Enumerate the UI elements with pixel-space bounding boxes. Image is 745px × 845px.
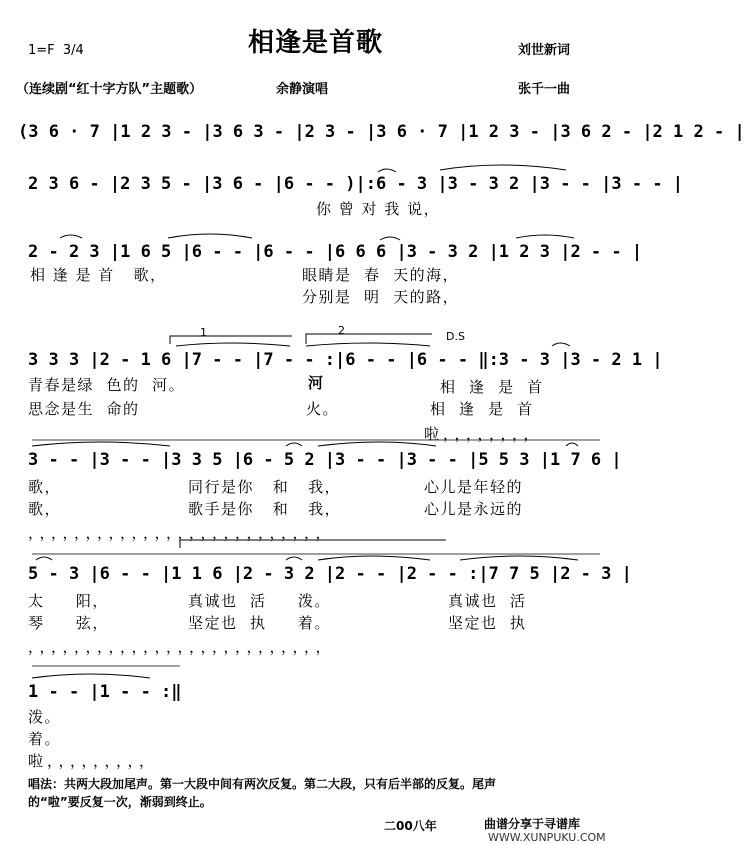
lyric-row-5-la: ，，，，，，，，，，，，，，，，，，，，，，，，，， xyxy=(28,524,335,542)
tie-row4-a xyxy=(176,343,290,346)
slur-row6-a xyxy=(36,557,52,560)
score-row-2: 2 3 6 - |2 3 5 - |3 6 - |6 - - )|:6 - 3 |3 - 3 2 |3 - - |3 - - | xyxy=(28,174,684,194)
performance-note-line1: 唱法：共两大段加尾声。第一大段中间有两次反复。第二大段，只有后半部的反复。尾声 xyxy=(28,777,497,791)
composer: 张千一曲 xyxy=(518,82,571,97)
volta-bracket-row6 xyxy=(180,540,446,548)
lyric-row-6-verse1a: 太 阳， xyxy=(28,592,109,610)
slur-row5-c xyxy=(566,443,578,446)
lyric-row-5-verse2a: 歌， xyxy=(28,500,62,518)
tie-row3-end xyxy=(516,235,574,238)
tie-row6-c xyxy=(460,556,578,560)
key-signature: 1=F 3/4 xyxy=(28,43,84,58)
score-row-4: 3 3 3 |2 - 1 6 |7 - - |7 - - :|6 - - |6 - - ‖:3 - 3 |3 - 2 1 | xyxy=(28,350,663,370)
date: 二00八年 xyxy=(384,819,437,833)
lyric-row-6-verse2a: 琴 弦， xyxy=(28,614,109,632)
slur-row2 xyxy=(378,169,396,172)
share-label: 曲谱分享于寻谱库 xyxy=(484,817,581,831)
lyric-row-7-verse2: 着。 xyxy=(28,730,62,748)
lyric-row-6-verse1b: 真诚也 活 泼。 xyxy=(188,592,331,610)
volta-2-label: 2 xyxy=(338,324,345,337)
lyric-row-4-verse1c: 相 逢 是 首 xyxy=(440,378,544,396)
lyric-row-5-verse1b: 同行是你 和 我， xyxy=(188,478,342,496)
slur-row4 xyxy=(552,343,570,346)
score-row-5: 3 - - |3 - - |3 3 5 |6 - 5 2 |3 - - |3 - - |5 5 3 |1 7 6 | xyxy=(28,450,622,470)
lyric-row-3-verse1: 相 逢 是 首 歌， xyxy=(30,266,167,284)
performance-note-line2: 的“啦”要反复一次，渐弱到终止。 xyxy=(28,795,212,809)
score-row-7: 1 - - |1 - - :‖ xyxy=(28,682,182,702)
volta-1-label: 1 xyxy=(200,326,207,339)
lyric-row-5-verse2c: 心儿是永远的 xyxy=(424,500,524,518)
slur-row3-a xyxy=(60,235,82,238)
lyric-row-4-verse2b: 火。 xyxy=(306,400,340,418)
tie-row7 xyxy=(32,674,150,678)
tie-row4-b xyxy=(306,343,430,346)
score-row-3: 2 - 2 3 |1 6 5 |6 - - |6 - - |6 6 6 |3 - 3 2 |1 2 3 |2 - - | xyxy=(28,242,643,262)
lyric-row-5-verse1c: 心儿是年轻的 xyxy=(424,478,524,496)
lyric-row-4-verse1a: 青春是绿 色的 河。 xyxy=(28,376,186,394)
lyric-row-7-la: 啦，，，，，，，，， xyxy=(28,752,159,770)
lyric-row-4-verse1b: 河 xyxy=(308,374,325,392)
tie-row3 xyxy=(168,234,252,238)
score-row-1: (3 6 · 7 |1 2 3 - |3 6 3 - |2 3 - |3 6 · 7 |1 2 3 - |3 6 2 - |2 1 2 - | xyxy=(18,122,745,142)
lyric-row-6-verse2c: 坚定也 执 xyxy=(448,614,527,632)
source-note: （连续剧“红十字方队”主题歌） xyxy=(16,82,203,97)
song-title: 相逢是首歌 xyxy=(247,28,383,58)
slur-row3-b xyxy=(380,237,400,240)
volta-bracket-2 xyxy=(306,334,432,344)
lyric-row-5-verse2b: 歌手是你 和 我， xyxy=(188,500,342,518)
slur-row6-b xyxy=(286,557,302,560)
tie-row2 xyxy=(440,165,566,170)
lyric-row-5-verse1a: 歌， xyxy=(28,478,62,496)
slur-row5 xyxy=(286,443,302,446)
lyric-row-6-verse1c: 真诚也 活 xyxy=(448,592,527,610)
lyric-row-4-la: 啦，，，，，，，， xyxy=(424,425,543,443)
lyric-row-4-verse2c: 相 逢 是 首 xyxy=(430,400,534,418)
tie-row5-b xyxy=(318,442,436,446)
score-row-6: 5 - 3 |6 - - |1 1 6 |2 - 3 2 |2 - - |2 - - :|7 7 5 |2 - 3 | xyxy=(28,564,632,584)
lyric-row-3-verse2b: 分别是 明 天的路， xyxy=(302,288,460,306)
tie-row5-a xyxy=(32,442,170,446)
singer: 余静演唱 xyxy=(276,82,329,97)
lyric-row-6-la: ，，，，，，，，，，，，，，，，，，，，，，，，，， xyxy=(28,638,335,656)
lyric-row-2: 你 曾 对 我 说， xyxy=(316,200,441,218)
lyricist: 刘世新词 xyxy=(518,43,571,58)
lyric-row-7-verse1: 泼。 xyxy=(28,708,62,726)
site-watermark: WWW.XUNPUKU.COM xyxy=(488,831,606,844)
lyric-row-4-verse2a: 思念是生 命的 xyxy=(28,400,140,418)
dal-segno-mark: D.S xyxy=(446,330,465,343)
lyric-row-6-verse2b: 坚定也 执 着。 xyxy=(188,614,331,632)
tie-row6 xyxy=(318,556,430,560)
lyric-row-3-verse2a: 眼睛是 春 天的海， xyxy=(302,266,460,284)
